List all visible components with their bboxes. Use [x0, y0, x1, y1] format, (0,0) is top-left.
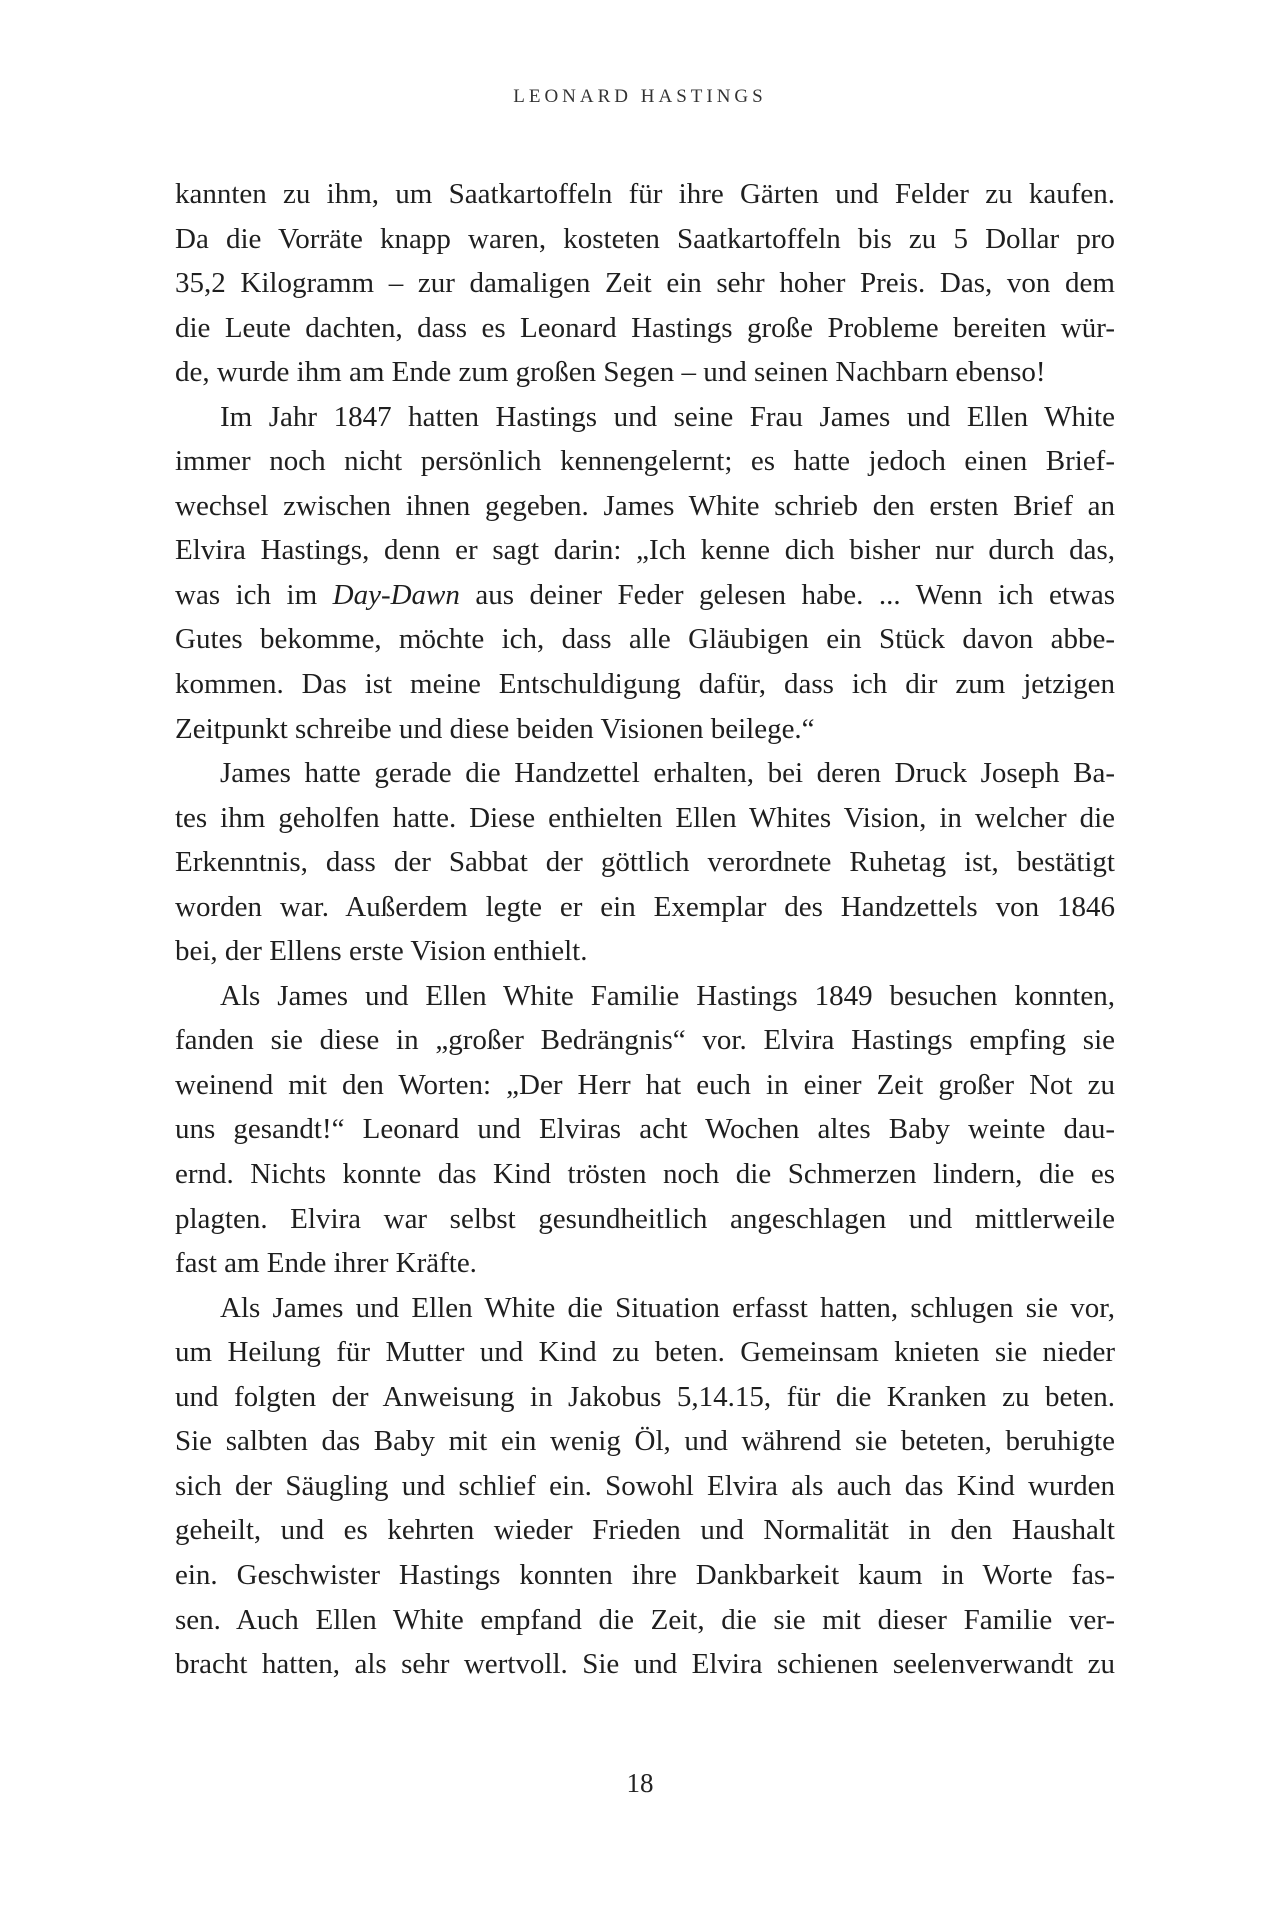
text-line: Da die Vorräte knapp waren, kosteten Saatkartoffeln bis zu 5 Dollar pro [175, 222, 1115, 255]
text-line: sen. Auch Ellen White empfand die Zeit, die sie mit dieser Familie ver- [175, 1603, 1115, 1636]
text-line: ein. Geschwister Hastings konnten ihre Dankbarkeit kaum in Worte fas- [175, 1558, 1115, 1591]
page-number: 18 [626, 1768, 654, 1798]
text-line: 35,2 Kilogramm – zur damaligen Zeit ein sehr hoher Preis. Das, von dem [175, 267, 1115, 300]
text-line: Sie salbten das Baby mit ein wenig Öl, und während sie beteten, beruhigte [175, 1425, 1115, 1458]
running-head: LEONARD HASTINGS [513, 86, 767, 107]
text-line: fast am Ende ihrer Kräfte. [175, 1247, 477, 1280]
text-line: plagten. Elvira war selbst gesundheitlich angeschlagen und mittlerweile [175, 1202, 1115, 1235]
body-text [175, 172, 1115, 1687]
paragraph-first-line: Als James und Ellen White Familie Hastings 1849 besuchen konnten, [220, 979, 1115, 1012]
italic-title: Day-Dawn [332, 578, 460, 611]
paragraph-first-line: Im Jahr 1847 hatten Hastings und seine Frau James und Ellen White [220, 400, 1115, 433]
text-line: Zeitpunkt schreibe und diese beiden Visionen beilege.“ [175, 712, 815, 745]
text-line: kannten zu ihm, um Saatkartoffeln für ihre Gärten und Felder zu kaufen. [175, 178, 1115, 210]
text-line: Erkenntnis, dass der Sabbat der göttlich verordnete Ruhetag ist, bestätigt [175, 846, 1115, 879]
text-line: bei, der Ellens erste Vision enthielt. [175, 935, 588, 968]
paragraph-first-line: Als James und Ellen White die Situation erfasst hatten, schlugen sie vor, [220, 1291, 1115, 1324]
text-line: bracht hatten, als sehr wertvoll. Sie und Elvira schienen seelenverwandt zu [175, 1648, 1115, 1681]
text-line: sich der Säugling und schlief ein. Sowohl Elvira als auch das Kind wurden [175, 1469, 1115, 1502]
text-line: um Heilung für Mutter und Kind zu beten. Gemeinsam knieten sie nieder [175, 1336, 1115, 1369]
text-line: weinend mit den Worten: „Der Herr hat euch in einer Zeit großer Not zu [175, 1068, 1115, 1101]
text-line: immer noch nicht persönlich kennengelernt; es hatte jedoch einen Brief- [175, 445, 1115, 478]
text-line: was ich im Day-Dawn aus deiner Feder gelesen habe. ... Wenn ich etwas [175, 578, 1115, 611]
text-line: fanden sie diese in „großer Bedrängnis“ vor. Elvira Hastings empfing sie [175, 1024, 1115, 1057]
text-line: uns gesandt!“ Leonard und Elviras acht Wochen altes Baby weinte dau- [175, 1113, 1115, 1146]
text-line: und folgten der Anweisung in Jakobus 5,14.15, für die Kranken zu beten. [175, 1380, 1115, 1413]
text-line: die Leute dachten, dass es Leonard Hastings große Probleme bereiten wür- [175, 311, 1115, 344]
text-line: tes ihm geholfen hatte. Diese enthielten Ellen Whites Vision, in welcher die [175, 801, 1115, 834]
text-line: Elvira Hastings, denn er sagt darin: „Ich kenne dich bisher nur durch das, [175, 534, 1115, 567]
text-line: geheilt, und es kehrten wieder Frieden und Normalität in den Haushalt [175, 1514, 1115, 1547]
text-line: ernd. Nichts konnte das Kind trösten noch die Schmerzen lindern, die es [175, 1158, 1115, 1191]
paragraph-first-line: James hatte gerade die Handzettel erhalten, bei deren Druck Joseph Ba- [220, 757, 1115, 790]
text-line: Gutes bekomme, möchte ich, dass alle Gläubigen ein Stück davon abbe- [175, 623, 1115, 656]
text-line: worden war. Außerdem legte er ein Exemplar des Handzettels von 1846 [175, 890, 1115, 923]
text-line: de, wurde ihm am Ende zum großen Segen – und seinen Nachbarn ebenso! [175, 356, 1046, 389]
text-line: wechsel zwischen ihnen gegeben. James White schrieb den ersten Brief an [175, 489, 1115, 522]
text-line: kommen. Das ist meine Entschuldigung dafür, dass ich dir zum jetzigen [175, 668, 1115, 701]
